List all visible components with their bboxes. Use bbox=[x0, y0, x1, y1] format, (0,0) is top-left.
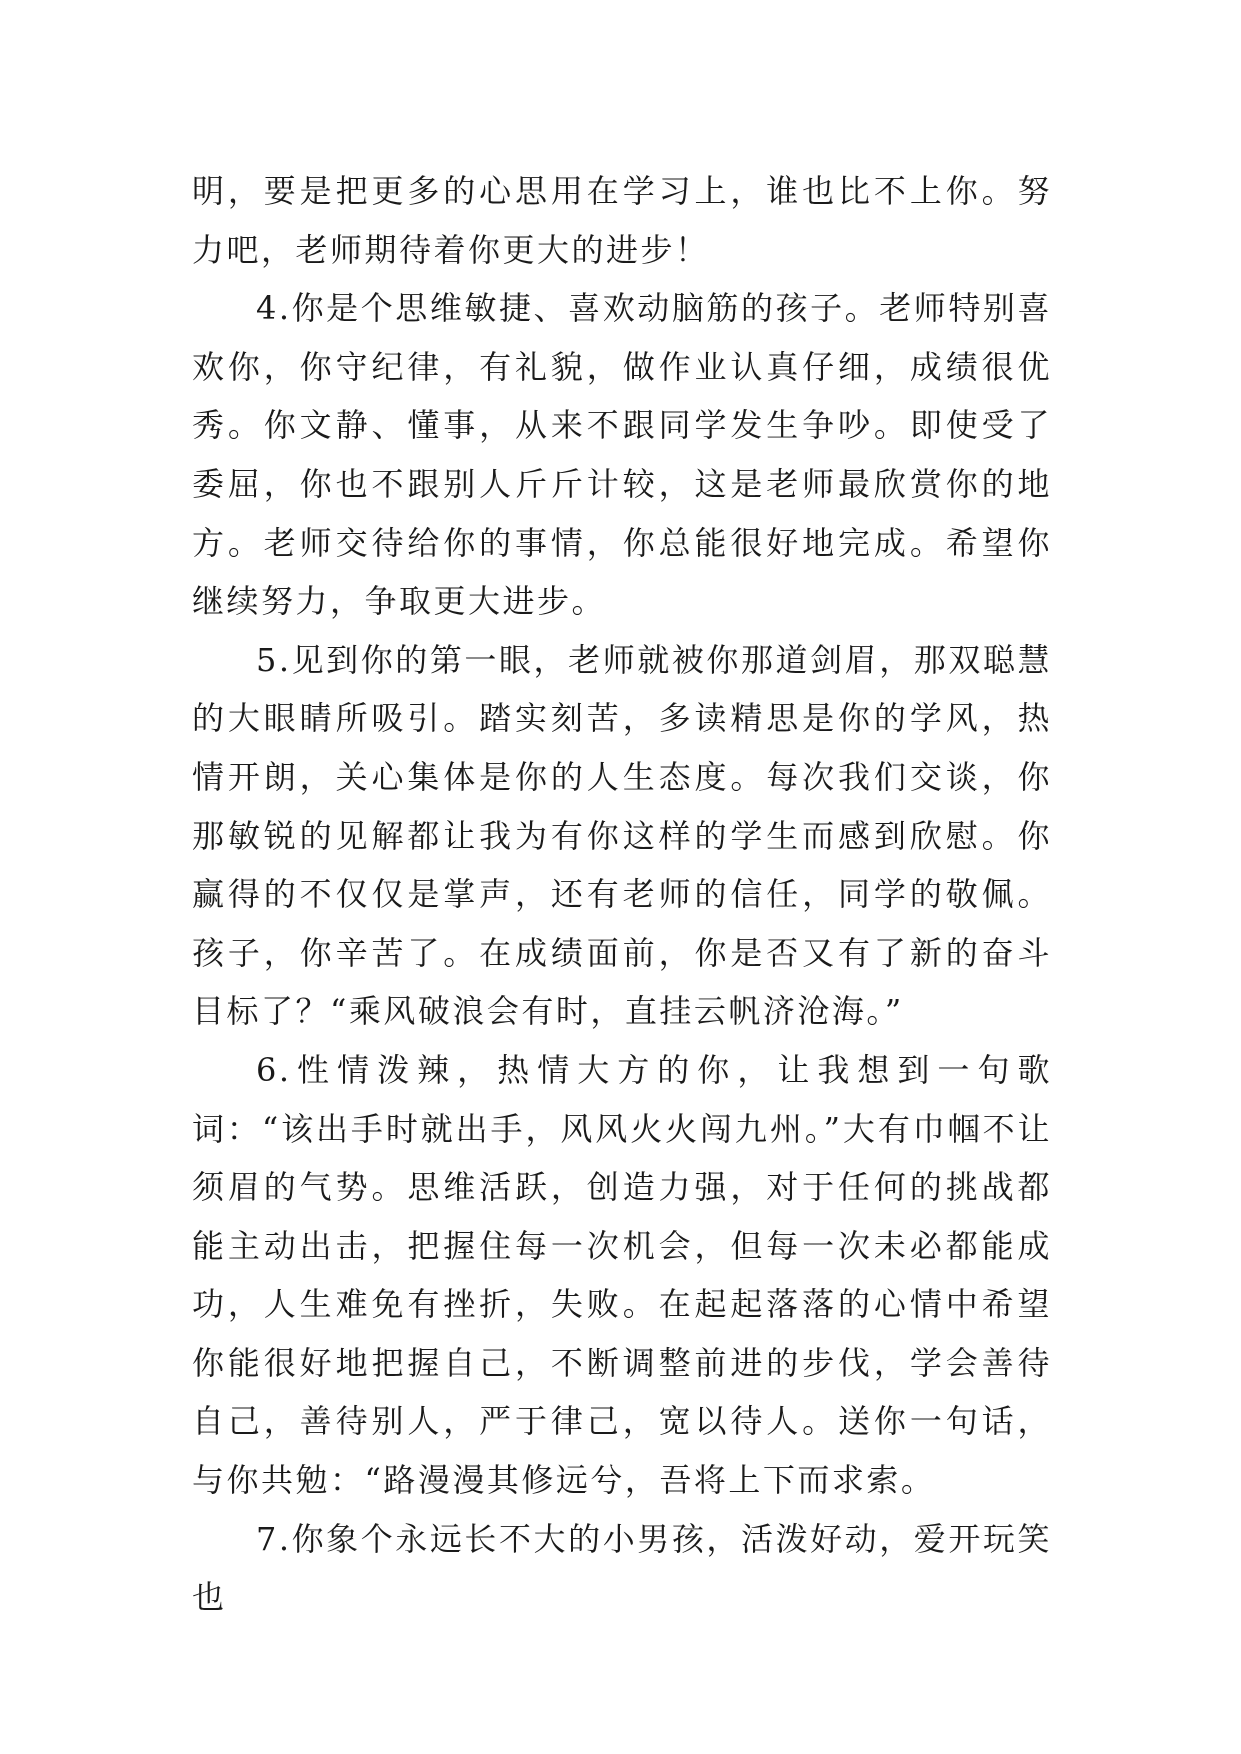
paragraph-comment-5: 5.见到你的第一眼，老师就被你那道剑眉，那双聪慧的大眼睛所吸引。踏实刻苦，多读精思是你的学风，热情开朗，关心集体是你的人生态度。每次我们交谈，你那敏锐的见解都让我为有你这样的学生而感到欣慰。你赢得的不仅仅是掌声，还有老师的信任，同学的敬佩。孩子，你辛苦了。在成绩面前，你是否又有了新的奋斗目标了？“乘风破浪会有时，直挂云帆济沧海。” bbox=[192, 640, 1052, 1031]
paragraph-comment-7: 7.你象个永远长不大的小男孩，活泼好动，爱开玩笑也 bbox=[192, 1519, 1052, 1617]
paragraph-comment-6: 6.性情泼辣，热情大方的你，让我想到一句歌词：“该出手时就出手，风风火火闯九州。”大有巾帼不让须眉的气势。思维活跃，创造力强，对于任何的挑战都能主动出击，把握住每一次机会，但每一次未必都能成功，人生难免有挫折，失败。在起起落落的心情中希望你能很好地把握自己，不断调整前进的步伐，学会善待自己，善待别人，严于律己，宽以待人。送你一句话，与你共勉：“路漫漫其修远兮，吾将上下而求索。 bbox=[192, 1050, 1052, 1500]
document-body bbox=[192, 162, 1052, 1627]
paragraph-comment-4: 4.你是个思维敏捷、喜欢动脑筋的孩子。老师特别喜欢你，你守纪律，有礼貌，做作业认真仔细，成绩很优秀。你文静、懂事，从来不跟同学发生争吵。即使受了委屈，你也不跟别人斤斤计较，这是老师最欣赏你的地方。老师交待给你的事情，你总能很好地完成。希望你继续努力，争取更大进步。 bbox=[192, 289, 1052, 621]
paragraph-continued: 明，要是把更多的心思用在学习上，谁也比不上你。努力吧，老师期待着你更大的进步！ bbox=[192, 172, 1052, 269]
